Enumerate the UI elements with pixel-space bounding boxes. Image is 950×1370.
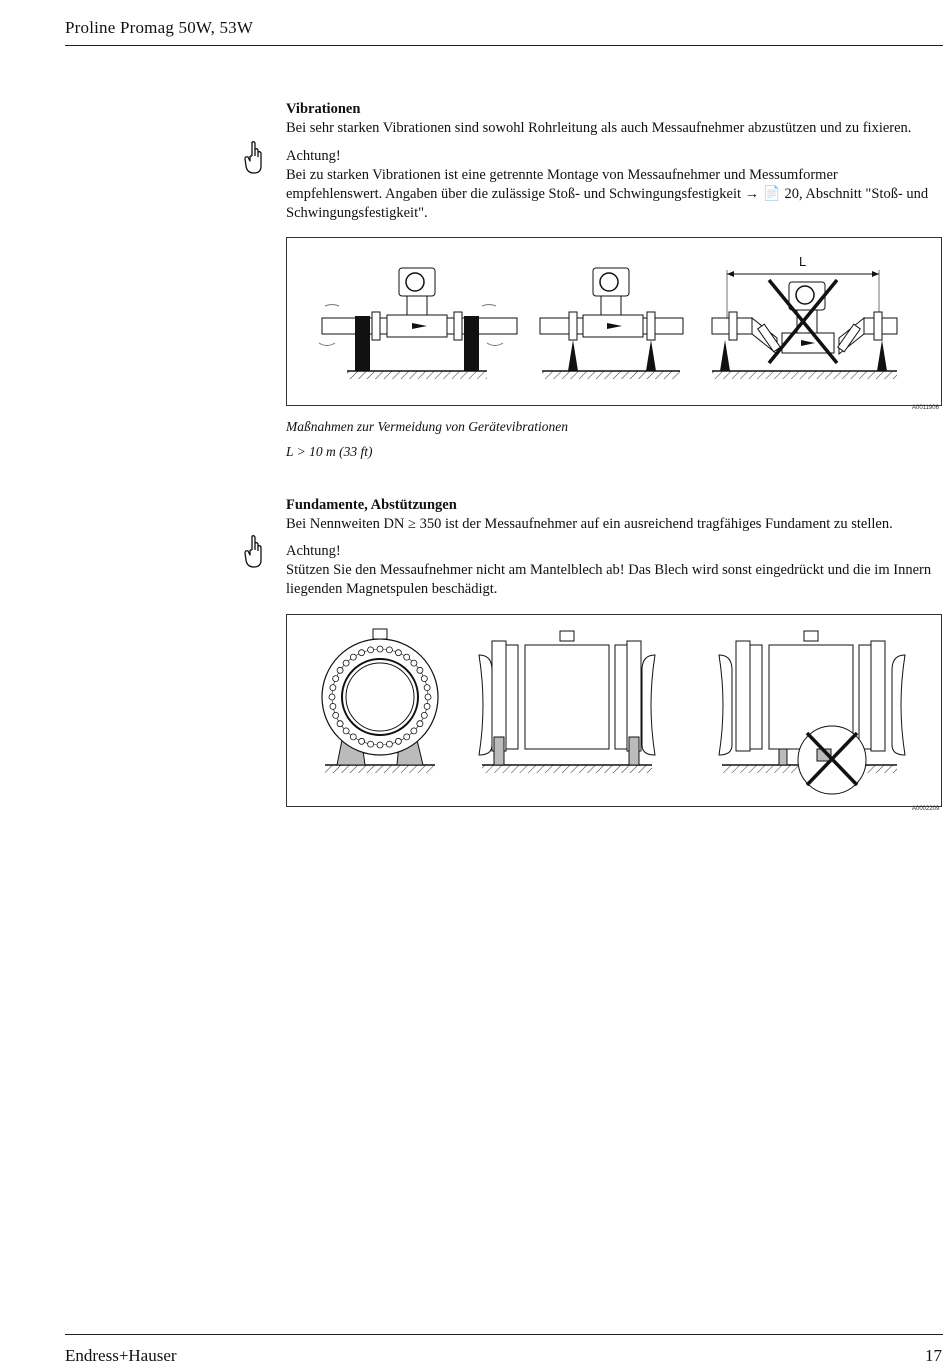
- foundation-figure: [286, 614, 942, 807]
- bolt-hole: [333, 712, 339, 718]
- bolt-hole: [395, 738, 401, 744]
- fundamente-warning-line: liegenden Magnetspulen beschädigt.: [286, 581, 498, 597]
- bolt-hole: [343, 728, 349, 734]
- vibrationen-warning-line: empfehlenswert. Angaben über die zulässige Stoß- und Schwingungsfestigkeit → 📄 20, Abschnitt "Stoß- und: [286, 186, 929, 202]
- variant-incorrect-crossed: [712, 254, 897, 379]
- bolt-hole: [421, 712, 427, 718]
- variant-fixed-supports: [319, 268, 517, 379]
- bolt-hole: [368, 741, 374, 747]
- figure-id: A0002209: [912, 806, 940, 812]
- document-header-title: Proline Promag 50W, 53W: [65, 18, 254, 37]
- bolt-hole: [386, 647, 392, 653]
- bolt-hole: [425, 694, 431, 700]
- bolt-hole: [359, 738, 365, 744]
- vibrationen-warning-line: Schwingungsfestigkeit".: [286, 205, 428, 221]
- fundamente-body: Bei Nennweiten DN ≥ 350 ist der Messaufnehmer auf ein ausreichend tragfähiges Fundament zu stellen.: [286, 516, 893, 532]
- vibrationen-body: Bei sehr starken Vibrationen sind sowohl Rohrleitung als auch Messaufnehmer abzustützen und zu fixieren.: [286, 120, 912, 136]
- vibrationen-warning-label: Achtung!: [286, 148, 341, 164]
- header-rule: [65, 45, 943, 46]
- bolt-hole: [337, 667, 343, 673]
- bolt-hole: [424, 685, 430, 691]
- footer-company: Endress+Hauser: [65, 1346, 177, 1365]
- bolt-hole: [404, 654, 410, 660]
- foundation-diagram: [287, 615, 941, 806]
- bolt-hole: [350, 654, 356, 660]
- section-heading-fundamente: Fundamente, Abstützungen: [286, 497, 457, 513]
- bolt-hole: [411, 660, 417, 666]
- bolt-hole: [411, 728, 417, 734]
- bolt-hole: [421, 676, 427, 682]
- pointing-hand-icon: [243, 140, 263, 176]
- vibrationen-warning-line: Bei zu starken Vibrationen ist eine getrennte Montage von Messaufnehmer und Messumformer: [286, 167, 838, 183]
- page-number: 17: [925, 1346, 942, 1365]
- bolt-hole: [330, 685, 336, 691]
- bolt-hole: [377, 742, 383, 748]
- figure-id: A0011906: [912, 405, 939, 411]
- vibration-figure: [286, 237, 942, 406]
- variant-wedge-supports: [540, 268, 683, 379]
- bolt-hole: [417, 721, 423, 727]
- dimension-label-L: L: [799, 254, 807, 269]
- bolt-hole: [337, 721, 343, 727]
- bolt-hole: [329, 694, 335, 700]
- bolt-hole: [359, 650, 365, 656]
- bolt-hole: [417, 667, 423, 673]
- footer-rule: [65, 1334, 943, 1335]
- section-heading-vibrationen: Vibrationen: [286, 101, 361, 117]
- front-view-correct: [322, 629, 438, 773]
- bolt-hole: [404, 734, 410, 740]
- bolt-hole: [424, 703, 430, 709]
- figure-note: L > 10 m (33 ft): [286, 444, 373, 459]
- pointing-hand-icon: [243, 534, 263, 570]
- bolt-hole: [343, 660, 349, 666]
- figure-caption: Maßnahmen zur Vermeidung von Gerätevibrationen: [286, 419, 568, 434]
- vibration-diagram: [287, 238, 941, 405]
- side-view-incorrect-crossed: [719, 631, 905, 794]
- bolt-hole: [386, 741, 392, 747]
- fundamente-warning-line: Stützen Sie den Messaufnehmer nicht am Mantelblech ab! Das Blech wird sonst eingedrückt und die im Innern: [286, 562, 932, 578]
- bolt-hole: [395, 650, 401, 656]
- bolt-hole: [330, 703, 336, 709]
- fundamente-warning-label: Achtung!: [286, 543, 341, 559]
- bolt-hole: [377, 646, 383, 652]
- bolt-hole: [368, 647, 374, 653]
- bolt-hole: [333, 676, 339, 682]
- bolt-hole: [350, 734, 356, 740]
- side-view-correct: [479, 631, 655, 773]
